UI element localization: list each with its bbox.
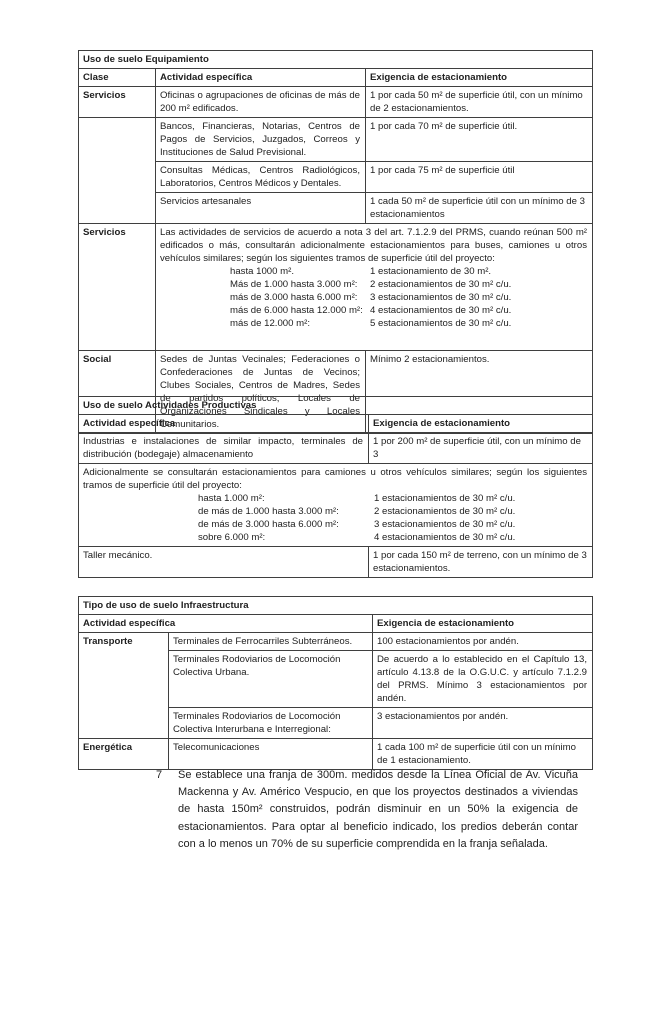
cell-actividad: Telecomunicaciones: [169, 739, 373, 770]
cell-exigencia: 100 estacionamientos por andén.: [373, 633, 593, 651]
cell-actividad: Sedes de Juntas Vecinales; Federaciones o Confederaciones de Juntas de Vecinos; Clubes Sociales, Centros de Madres, Sedes de partidos políticos, Locales de Organizaciones Sindicales y Locales Comunitarios.: [156, 351, 366, 434]
cell-clase: Social: [79, 351, 156, 434]
tramo-range: hasta 1.000 m²:: [198, 493, 265, 504]
tramo-requirement: 5 estacionamientos de 30 m² c/u.: [370, 318, 512, 329]
cell-exigencia: 1 cada 50 m² de superficie útil con un mínimo de 3 estacionamientos: [366, 193, 593, 224]
tramo-requirement: 2 estacionamientos de 30 m² c/u.: [374, 506, 516, 517]
table-row: [79, 397, 593, 415]
tramo-row: [198, 531, 587, 544]
cell-actividad: Consultas Médicas, Centros Radiológicos, Laboratorios, Centros Médicos y Dentales.: [156, 162, 366, 193]
tramo-range: más de 12.000 m²:: [230, 318, 310, 329]
table-row: [79, 193, 593, 224]
cell-actividad: Industrias e instalaciones de similar impacto, terminales de distribución (bodegaje) almacenamiento: [79, 433, 369, 464]
tramo-row: [230, 278, 587, 291]
table-row: [79, 51, 593, 69]
tramo-row: [198, 518, 587, 531]
tramo-requirement: 1 estacionamientos de 30 m² c/u.: [374, 493, 516, 504]
cell-exigencia: 3 estacionamientos por andén.: [373, 708, 593, 739]
table-row-adicional-tramos: [79, 464, 593, 547]
col-header-exigencia: Exigencia de estacionamiento: [369, 415, 593, 433]
cell-actividad: Oficinas o agrupaciones de oficinas de más de 200 m² edificados.: [156, 87, 366, 118]
table-row: [79, 87, 593, 118]
tramo-row: [198, 505, 587, 518]
tramo-requirement: 1 estacionamiento de 30 m².: [370, 266, 492, 277]
col-header-actividad: Actividad específica: [79, 615, 373, 633]
table-infraestructura: [78, 596, 593, 770]
cell-clase: Servicios: [79, 87, 156, 118]
col-header-actividad: Actividad específica: [156, 69, 366, 87]
cell-tramos: [156, 224, 593, 351]
col-header-clase: Clase: [79, 69, 156, 87]
cell-actividad: Servicios artesanales: [156, 193, 366, 224]
tramo-range: hasta 1000 m².: [230, 266, 294, 277]
tramo-range: de más de 1.000 hasta 3.000 m²:: [198, 506, 339, 517]
cell-exigencia: 1 por cada 150 m² de terreno, con un mínimo de 3 estacionamientos.: [369, 547, 593, 578]
tramo-requirement: 4 estacionamientos de 30 m² c/u.: [370, 305, 512, 316]
table-title-infraestructura: Tipo de uso de suelo Infraestructura: [79, 597, 593, 615]
note-7: [156, 767, 578, 853]
tramos-intro: Adicionalmente se consultarán estacionamientos para camiones u otros vehículos similares; según los siguientes tramos de superficie útil del proyecto:: [83, 467, 588, 491]
table-row-taller: [79, 547, 593, 578]
cell-clase-empty: [79, 118, 156, 224]
col-header-actividad: Actividad específica: [79, 415, 369, 433]
table-row: [79, 69, 593, 87]
cell-clase: Energética: [79, 739, 169, 770]
cell-exigencia: 1 por 200 m² de superficie útil, con un mínimo de 3: [369, 433, 593, 464]
cell-actividad: Terminales Rodoviarios de Locomoción Colectiva Urbana.: [169, 651, 373, 708]
table-row-servicios-tramos: [79, 224, 593, 351]
cell-exigencia: De acuerdo a lo establecido en el Capítulo 13, artículo 4.13.8 de la O.G.U.C. y artículo 7.1.2.9 del PRMS. Mínimo 3 estacionamientos por andén.: [373, 651, 593, 708]
tramo-requirement: 3 estacionamientos de 30 m² c/u.: [370, 292, 512, 303]
tramo-requirement: 4 estacionamientos de 30 m² c/u.: [374, 532, 516, 543]
cell-clase: Servicios: [79, 224, 156, 351]
table-row: [79, 162, 593, 193]
tramo-row: [230, 317, 587, 330]
tramos-intro: Las actividades de servicios de acuerdo a nota 3 del art. 7.1.2.9 del PRMS, cuando reúnan 500 m² edificados o más, consultarán adicionalmente estacionamientos para buses, camiones u otros vehículos similares; según los siguientes tramos de superficie útil del proyecto:: [160, 227, 588, 264]
cell-tramos: [79, 464, 593, 547]
table-title-equipamiento: Uso de suelo Equipamiento: [79, 51, 593, 69]
table-row: [79, 633, 593, 651]
cell-actividad: Taller mecánico.: [79, 547, 369, 578]
cell-actividad: Terminales de Ferrocarriles Subterráneos.: [169, 633, 373, 651]
tramo-range: más de 3.000 hasta 6.000 m²:: [230, 292, 358, 303]
cell-clase: Transporte: [79, 633, 169, 739]
tramo-row: [230, 265, 587, 278]
table-title-actividades: Uso de suelo Actividades Productivas: [79, 397, 593, 415]
tramo-range: más de 6.000 hasta 12.000 m²:: [230, 305, 363, 316]
tramo-row: [230, 291, 587, 304]
cell-exigencia: 1 por cada 70 m² de superficie útil.: [366, 118, 593, 162]
table-row: [79, 597, 593, 615]
cell-exigencia: Mínimo 2 estacionamientos.: [366, 351, 593, 434]
table-row: [79, 739, 593, 770]
cell-actividad: Bancos, Financieras, Notarias, Centros de Pagos de Servicios, Juzgados, Correos y Instituciones de Salud Previsional.: [156, 118, 366, 162]
table-row: [79, 415, 593, 433]
table-row: [79, 433, 593, 464]
tramo-requirement: 3 estacionamientos de 30 m² c/u.: [374, 519, 516, 530]
table-equipamiento: [78, 50, 593, 434]
tramo-range: sobre 6.000 m²:: [198, 532, 266, 543]
note-text: Se establece una franja de 300m. medidos desde la Línea Oficial de Av. Vicuña Mackenna y Av. Américo Vespucio, en que los proyectos destinados a viviendas de hasta 150m² construidos, podrán disminuir en un 50% la exigencia de estacionamientos. Para optar al beneficio indicado, los predios deberán contar con a lo menos un 70% de su superficie comprendida en la franja señalada.: [178, 769, 578, 850]
note-number: 7: [156, 769, 163, 781]
col-header-exigencia: Exigencia de estacionamiento: [366, 69, 593, 87]
col-header-exigencia: Exigencia de estacionamiento: [373, 615, 593, 633]
tramo-row: [230, 304, 587, 317]
cell-exigencia: 1 por cada 75 m² de superficie útil: [366, 162, 593, 193]
tramo-range: Más de 1.000 hasta 3.000 m²:: [230, 279, 358, 290]
cell-actividad: Terminales Rodoviarios de Locomoción Colectiva Interurbana e Interregional:: [169, 708, 373, 739]
tramo-requirement: 2 estacionamientos de 30 m² c/u.: [370, 279, 512, 290]
cell-exigencia: 1 por cada 50 m² de superficie útil, con un mínimo de 2 estacionamientos.: [366, 87, 593, 118]
table-row: [79, 615, 593, 633]
tramo-row: [198, 492, 587, 505]
table-row: [79, 118, 593, 162]
table-actividades-productivas: [78, 396, 593, 578]
tramo-range: de más de 3.000 hasta 6.000 m²:: [198, 519, 339, 530]
cell-exigencia: 1 cada 100 m² de superficie útil con un mínimo de 1 estacionamiento.: [373, 739, 593, 770]
